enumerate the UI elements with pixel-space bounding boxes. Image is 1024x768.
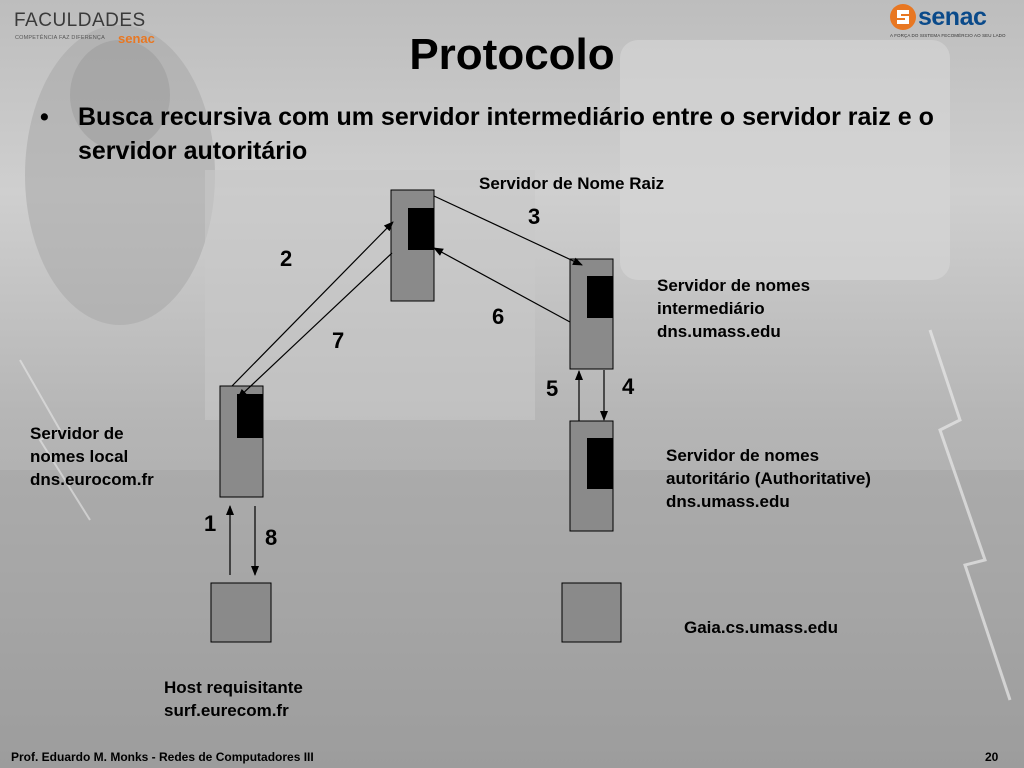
local-label-line: dns.eurocom.fr [30,470,154,489]
authoritative-label-line: autoritário (Authoritative) [666,469,871,488]
arrow-step-2 [232,222,393,386]
authoritative-server [570,421,613,531]
step-label-5: 5 [546,376,559,401]
intermediate-label-line: dns.umass.edu [657,322,781,341]
intermediate-server-label [657,274,810,343]
arrow-step-7 [238,253,392,398]
senac-logo-tagline: A FORÇA DO SISTEMA FECOMÉRCIO AO SEU LADO [890,33,1006,38]
authoritative-label-line: Servidor de nomes [666,446,820,465]
step-label-7: 7 [332,328,345,353]
step-label-6: 6 [492,304,505,329]
faculdades-logo-name: FACULDADES [14,10,146,31]
footer-author: Prof. Eduardo M. Monks - Redes de Computadores III [11,750,314,764]
local-server-label [30,422,154,491]
gaia-computer [562,583,621,642]
arrow-step-3 [434,196,582,265]
gaia-label: Gaia.cs.umass.edu [684,618,839,637]
faculdades-logo-tagline: COMPETÊNCIA FAZ DIFERENÇA [15,35,105,41]
local-server [220,386,263,497]
authoritative-server-label [666,444,871,513]
senac-mark-icon [888,2,918,32]
step-label-8: 8 [265,525,278,550]
step-label-4: 4 [622,374,635,399]
host-label [164,676,303,722]
root-server [391,190,434,301]
intermediate-label-line: intermediário [657,299,765,318]
host-label-line: Host requisitante [164,678,303,697]
host-computer [211,583,271,642]
local-label-line: Servidor de [30,424,124,443]
faculdades-logo-brand: senac [118,31,155,46]
senac-logo-name: senac [918,3,987,31]
footer-page-number: 20 [985,750,999,764]
intermediate-label-line: Servidor de nomes [657,276,811,295]
bullet-text: Busca recursiva com um servidor intermediário entre o servidor raiz e o servidor autoritário [78,103,934,165]
intermediate-server [570,259,613,369]
root-server-label: Servidor de Nome Raiz [479,174,665,193]
authoritative-label-line: dns.umass.edu [666,492,790,511]
slide-title: Protocolo [409,30,615,79]
step-label-3: 3 [528,204,541,229]
host-label-line: surf.eurecom.fr [164,701,289,720]
step-label-2: 2 [280,246,293,271]
local-label-line: nomes local [30,447,129,466]
step-label-1: 1 [204,511,217,536]
bullet-glyph: • [40,103,49,131]
